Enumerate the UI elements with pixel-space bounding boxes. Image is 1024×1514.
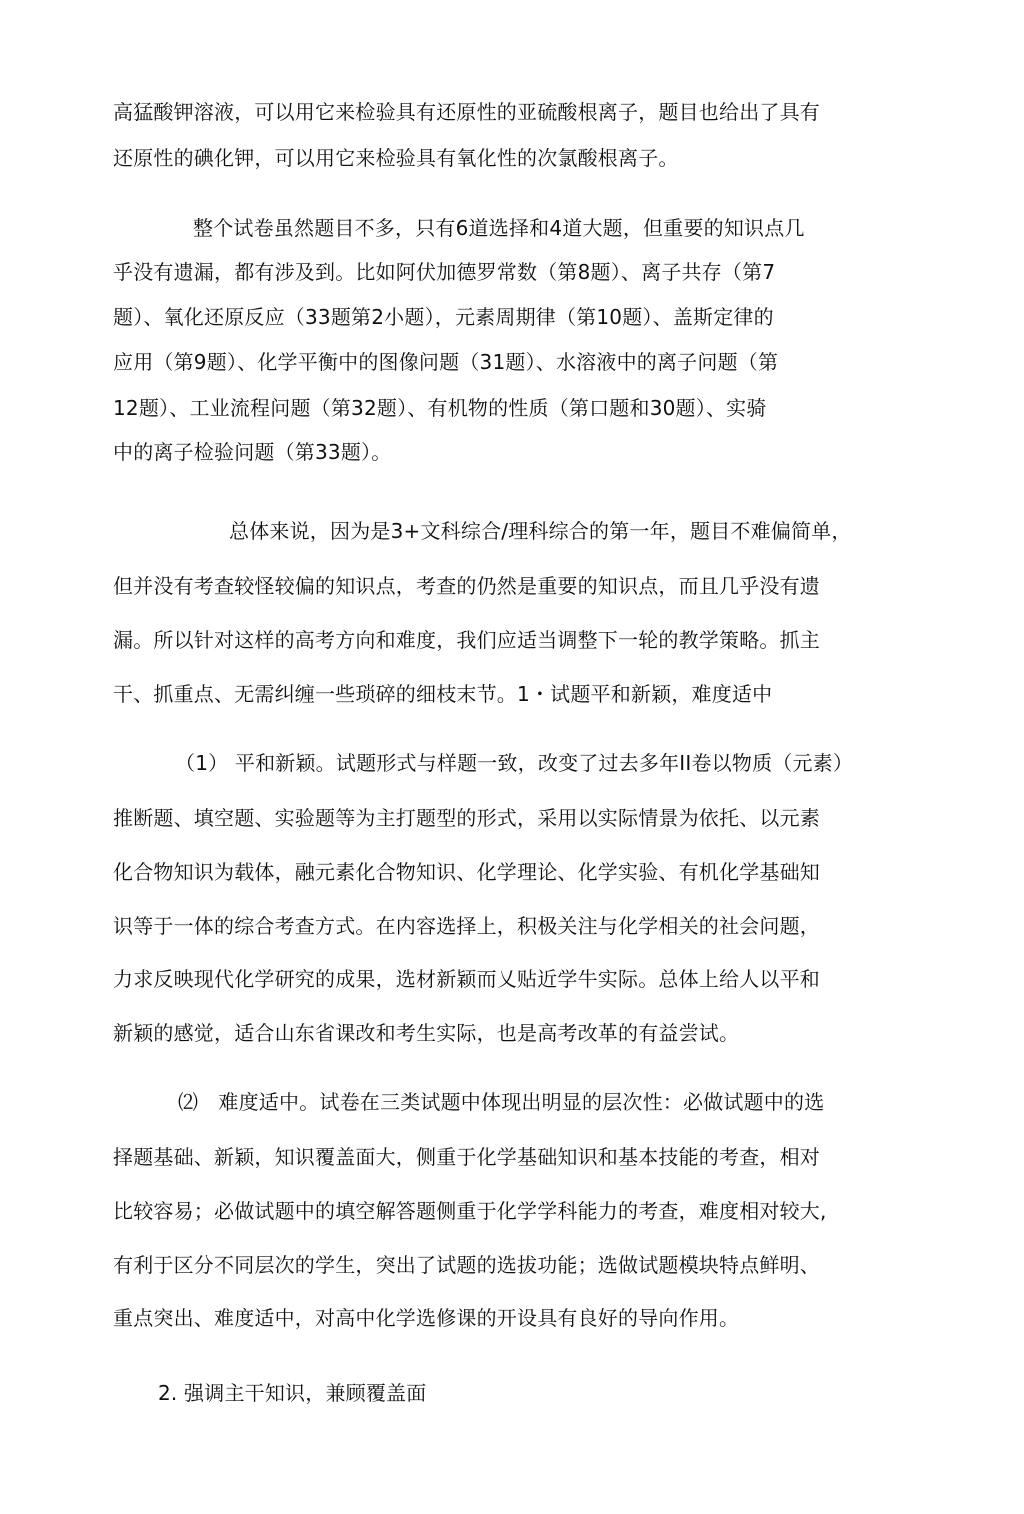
text-line-12: 干、抓重点、无需纠缠一些琐碎的细枝末节。1・试题平和新颖，难度适中 [113, 682, 773, 706]
text-line-2: 还原性的碘化钾，可以用它来检验具有氧化性的次氯酸根离子。 [113, 146, 679, 170]
text-line-16: 识等于一体的综合考查方式。在内容选择上，积极关注与化学相关的社会问题， [113, 914, 820, 938]
text-line-1: 高猛酸钾溶液，可以用它来检验具有还原性的亚硫酸根离子，题目也给出了具有 [113, 100, 820, 124]
text-line-8: 中的离子检验问题（第33题）。 [113, 440, 392, 464]
text-line-7: 12题）、工业流程问题（第32题）、有机物的性质（第口题和30题）、实骑 [113, 396, 767, 420]
text-line-22: 有利于区分不同层次的学生，突出了试题的选拔功能；选做试题模块特点鲜明、 [113, 1253, 820, 1277]
text-line-10: 但并没有考查较怪较偏的知识点，考查的仍然是重要的知识点，而且几乎没有遗 [113, 574, 820, 598]
text-line-13: （1） 平和新颖。试题形式与样题一致，改变了过去多年II卷以物质（元素） [175, 751, 854, 775]
text-line-4: 乎没有遗漏，都有涉及到。比如阿伏加德罗常数（第8题）、离子共存（第7 [113, 260, 776, 284]
text-line-19: ⑵ 难度适中。试卷在三类试题中体现出明显的层次性：必做试题中的选 [178, 1090, 825, 1114]
text-line-14: 推断题、填空题、实验题等为主打题型的形式，采用以实际情景为依托、以元素 [113, 806, 820, 830]
text-line-18: 新颖的感觉，适合山东省课改和考生实际，也是高考改革的有益尝试。 [113, 1021, 740, 1045]
text-line-6: 应用（第9题）、化学平衡中的图像问题（31题）、水溶液中的离子问题（第 [113, 350, 779, 374]
text-line-15: 化合物知识为载体，融元素化合物知识、化学理论、化学实验、有机化学基础知 [113, 860, 820, 884]
text-line-11: 漏。所以针对这样的高考方向和难度，我们应适当调整下一轮的教学策略。抓主 [113, 628, 820, 652]
text-line-3: 整个试卷虽然题目不多，只有6道选择和4道大题，但重要的知识点几 [193, 216, 805, 240]
section-heading-2: 2. 强调主干知识，兼顾覆盖面 [158, 1381, 427, 1405]
text-line-5: 题）、氧化还原反应（33题第2小题），元素周期律（第10题）、盖斯定律的 [113, 305, 774, 329]
text-line-20: 择题基础、新颖，知识覆盖面大，侧重于化学基础知识和基本技能的考查，相对 [113, 1145, 820, 1169]
text-line-17: 力求反映现代化学研究的成果，选材新颖而乂贴近学牛实际。总体上给人以平和 [113, 967, 820, 991]
text-line-9: 总体来说，因为是3+文科综合/理科综合的第一年，题目不难偏简单， [229, 519, 852, 543]
text-line-23: 重点突出、难度适中，对高中化学选修课的开设具有良好的导向作用。 [113, 1306, 740, 1330]
text-line-21: 比较容易；必做试题中的填空解答题侧重于化学学科能力的考查，难度相对较大, [113, 1199, 827, 1223]
